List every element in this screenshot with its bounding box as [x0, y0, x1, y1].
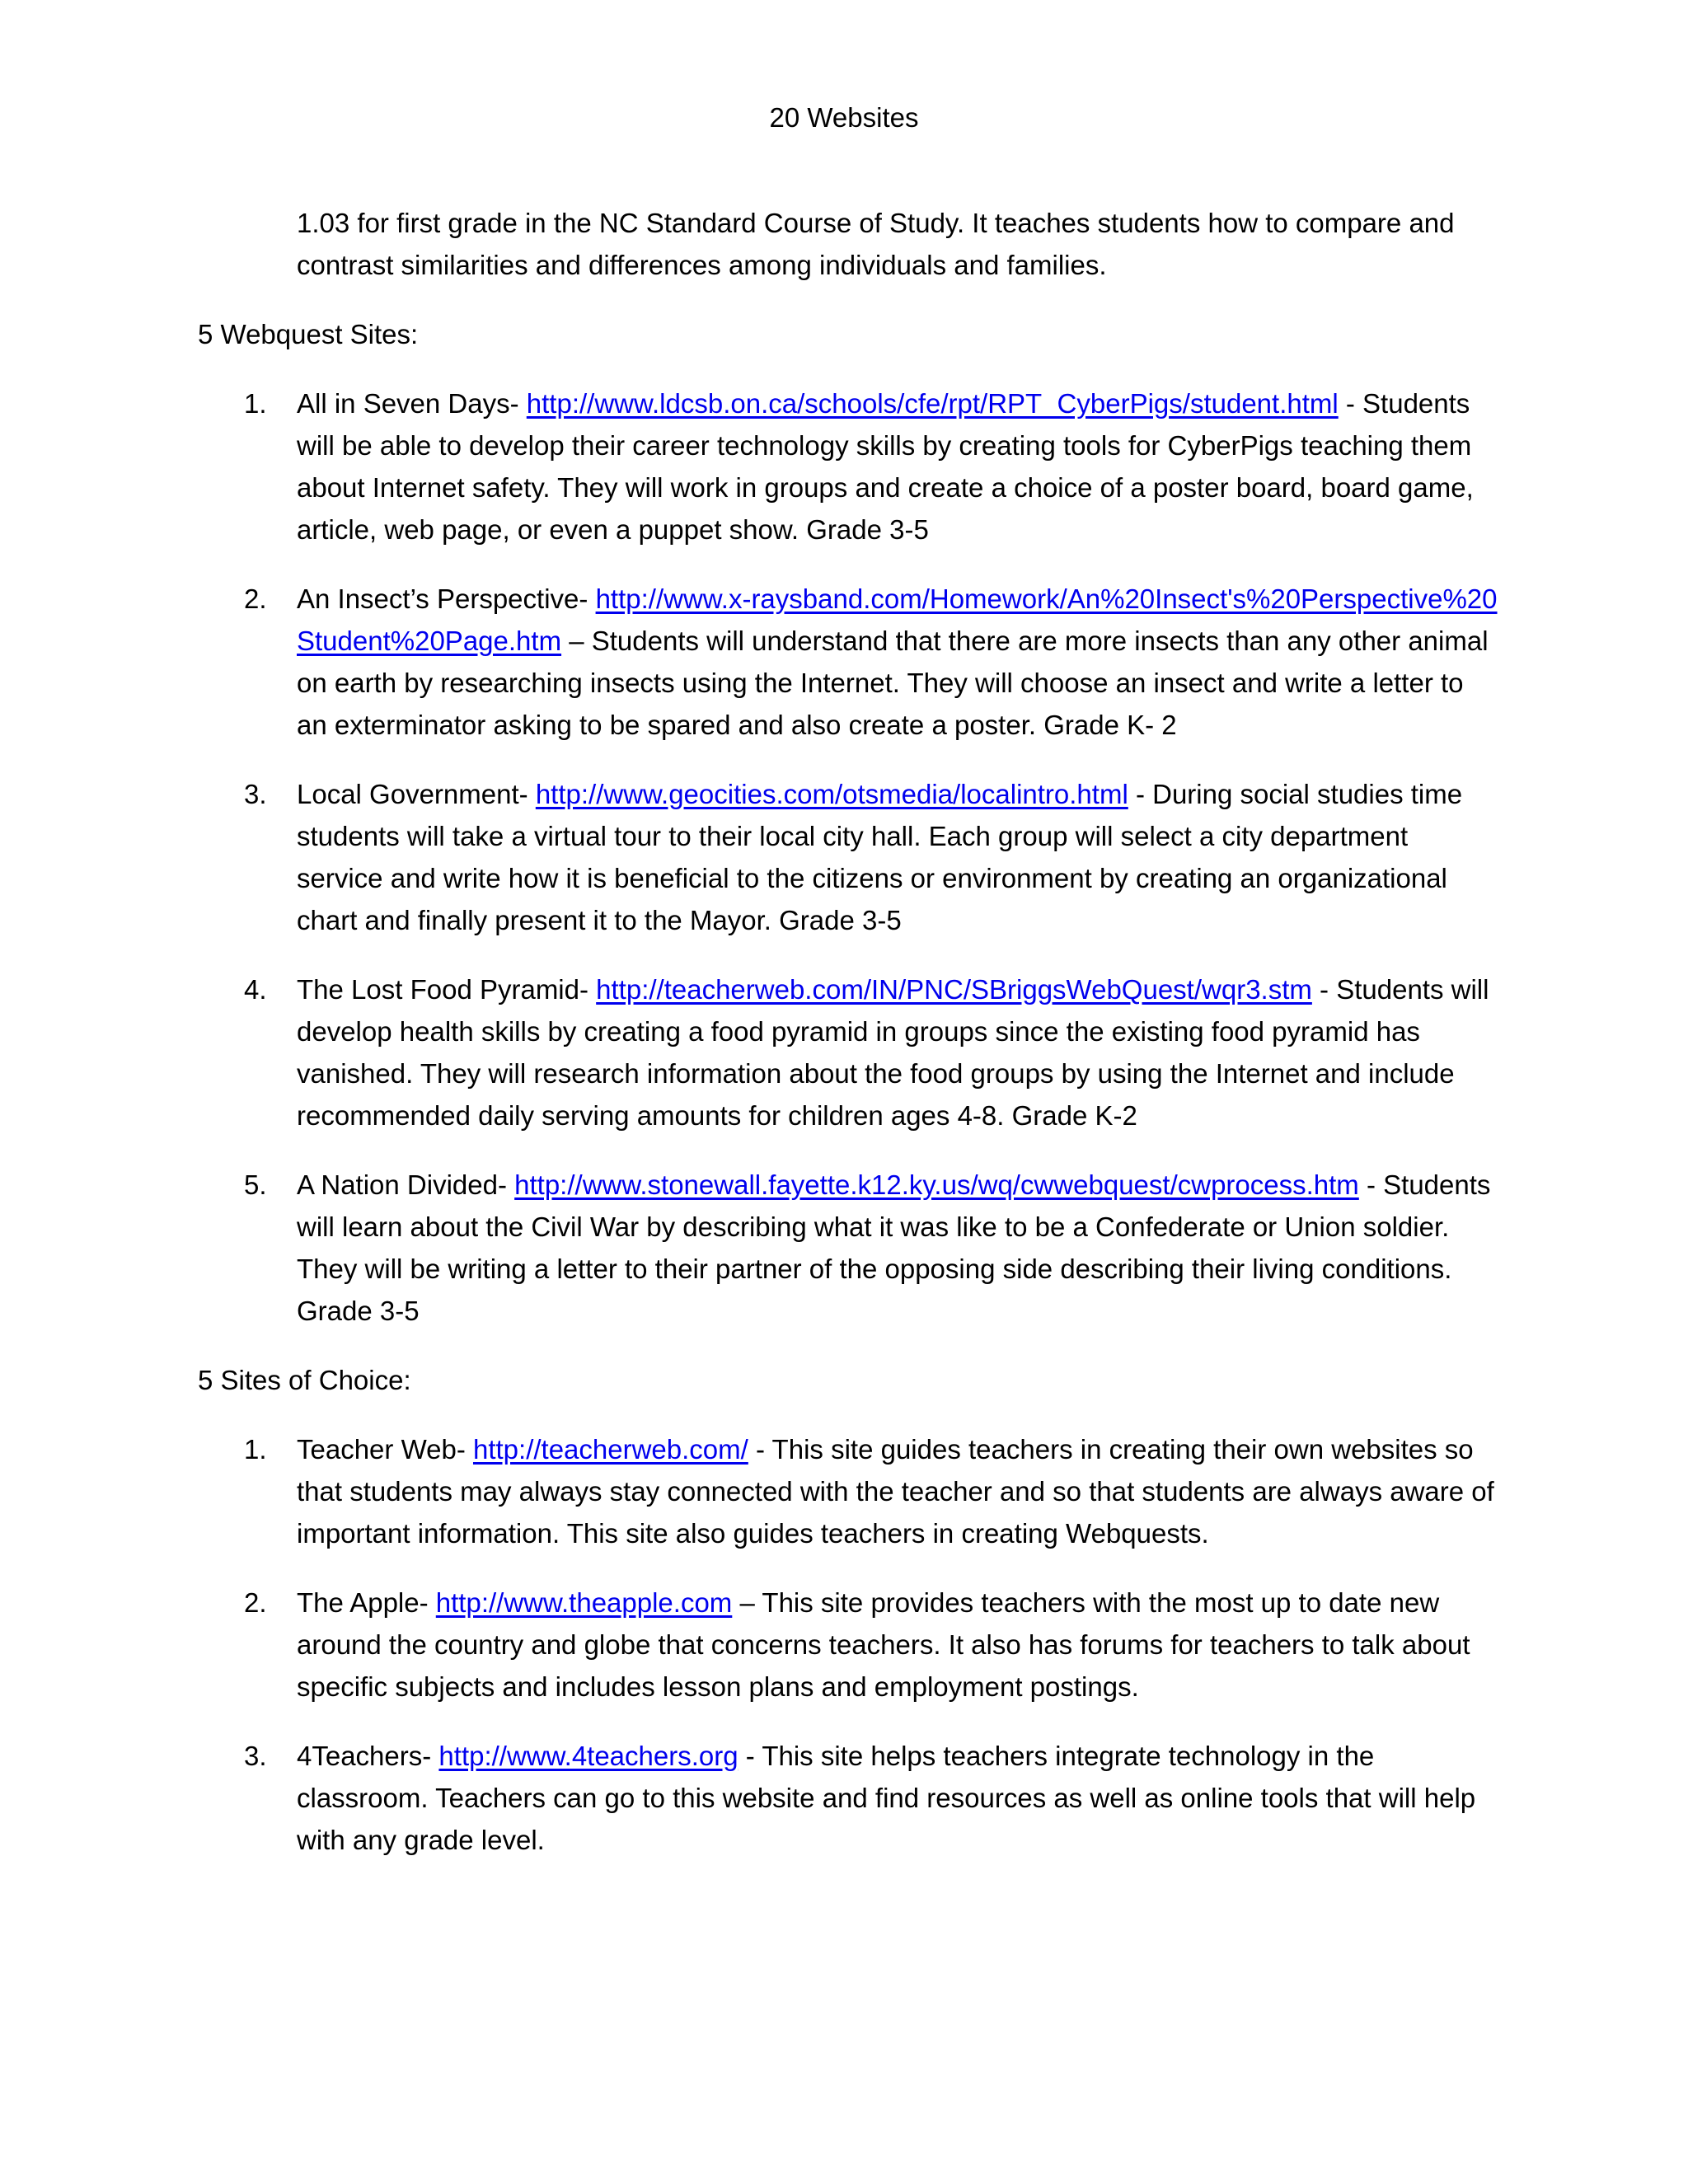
- item-title: 4Teachers-: [297, 1741, 439, 1771]
- item-description: - During social studies time students will take a virtual tour to their local city hall. Each group will select a city department service and write how it is beneficial to the citizens or environment by creating an organizational chart and finally present it to the Mayor. Grade 3-5: [297, 779, 1463, 935]
- item-number: 1.: [244, 388, 267, 419]
- list-item: [198, 1428, 1500, 1554]
- item-number: 1.: [244, 1434, 267, 1465]
- item-description: – Students will understand that there are more insects than any other animal on earth by researching insects using the Internet. They will choose an insect and write a letter to an exterminator asking to be spared and also create a poster. Grade K- 2: [297, 626, 1489, 740]
- item-title: The Apple-: [297, 1587, 436, 1618]
- list-item: [198, 1582, 1500, 1708]
- item-number: 2.: [244, 583, 267, 614]
- list-item: [198, 1735, 1500, 1861]
- document-body: [198, 202, 1500, 1888]
- item-title: The Lost Food Pyramid-: [297, 974, 597, 1005]
- item-link[interactable]: http://teacherweb.com/: [472, 1434, 748, 1465]
- item-title: All in Seven Days-: [297, 388, 527, 419]
- webquest-list: [198, 382, 1500, 1332]
- item-title: Local Government-: [297, 779, 536, 809]
- item-title: An Insect’s Perspective-: [297, 583, 596, 614]
- list-item: [198, 578, 1500, 746]
- webquest-heading: 5 Webquest Sites:: [198, 319, 419, 349]
- item-link[interactable]: http://www.geocities.com/otsmedia/localintro.html: [535, 779, 1128, 809]
- item-description: - This site guides teachers in creating their own websites so that students may always stay connected with the teacher and so that students are always aware of important information. This site also guides teachers in creating Webquests.: [297, 1434, 1494, 1549]
- item-number: 2.: [244, 1587, 267, 1618]
- item-description: - Students will develop health skills by creating a food pyramid in groups since the existing food pyramid has vanished. They will research information about the food groups by using the Internet and include recommended daily serving amounts for children ages 4-8. Grade K-2: [297, 974, 1489, 1131]
- item-description: - Students will learn about the Civil War by describing what it was like to be a Confederate or Union soldier. They will be writing a letter to their partner of the opposing side describing their living conditions. Grade 3-5: [297, 1169, 1491, 1326]
- item-title: Teacher Web-: [297, 1434, 473, 1465]
- choice-heading: 5 Sites of Choice:: [198, 1365, 411, 1395]
- list-item: [198, 1164, 1500, 1332]
- list-item: [198, 968, 1500, 1137]
- item-link[interactable]: http://www.stonewall.fayette.k12.ky.us/wq/cwwebquest/cwprocess.htm: [514, 1169, 1359, 1200]
- item-number: 3.: [244, 779, 267, 809]
- item-link[interactable]: http://www.theapple.com: [435, 1587, 733, 1618]
- item-link[interactable]: http://www.ldcsb.on.ca/schools/cfe/rpt/RPT_CyberPigs/student.html: [526, 388, 1339, 419]
- item-description: - Students will be able to develop their career technology skills by creating tools for CyberPigs teaching them about Internet safety. They will work in groups and create a choice of a poster board, board game, article, web page, or even a puppet show. Grade 3-5: [297, 388, 1474, 545]
- item-description: – This site provides teachers with the most up to date new around the country and globe that concerns teachers. It also has forums for teachers to talk about specific subjects and includes lesson plans and employment postings.: [297, 1587, 1470, 1702]
- item-link[interactable]: http://teacherweb.com/IN/PNC/SBriggsWebQuest/wqr3.stm: [596, 974, 1312, 1005]
- item-link[interactable]: http://www.4teachers.org: [438, 1741, 738, 1771]
- item-link[interactable]: http://www.x-raysband.com/Homework/An%20Insect's%20Perspective%20Student%20Page.htm: [297, 583, 1498, 656]
- list-item: [198, 382, 1500, 551]
- item-number: 4.: [244, 974, 267, 1005]
- item-title: A Nation Divided-: [297, 1169, 515, 1200]
- choice-list: [198, 1428, 1500, 1861]
- item-number: 5.: [244, 1169, 267, 1200]
- item-number: 3.: [244, 1741, 267, 1771]
- list-item: [198, 773, 1500, 941]
- page-header: 20 Websites: [769, 102, 919, 133]
- item-description: - This site helps teachers integrate technology in the classroom. Teachers can go to this website and find resources as well as online tools that will help with any grade level.: [297, 1741, 1476, 1855]
- intro-paragraph: 1.03 for first grade in the NC Standard Course of Study. It teaches students how to compare and contrast similarities and differences among individuals and families.: [297, 208, 1455, 280]
